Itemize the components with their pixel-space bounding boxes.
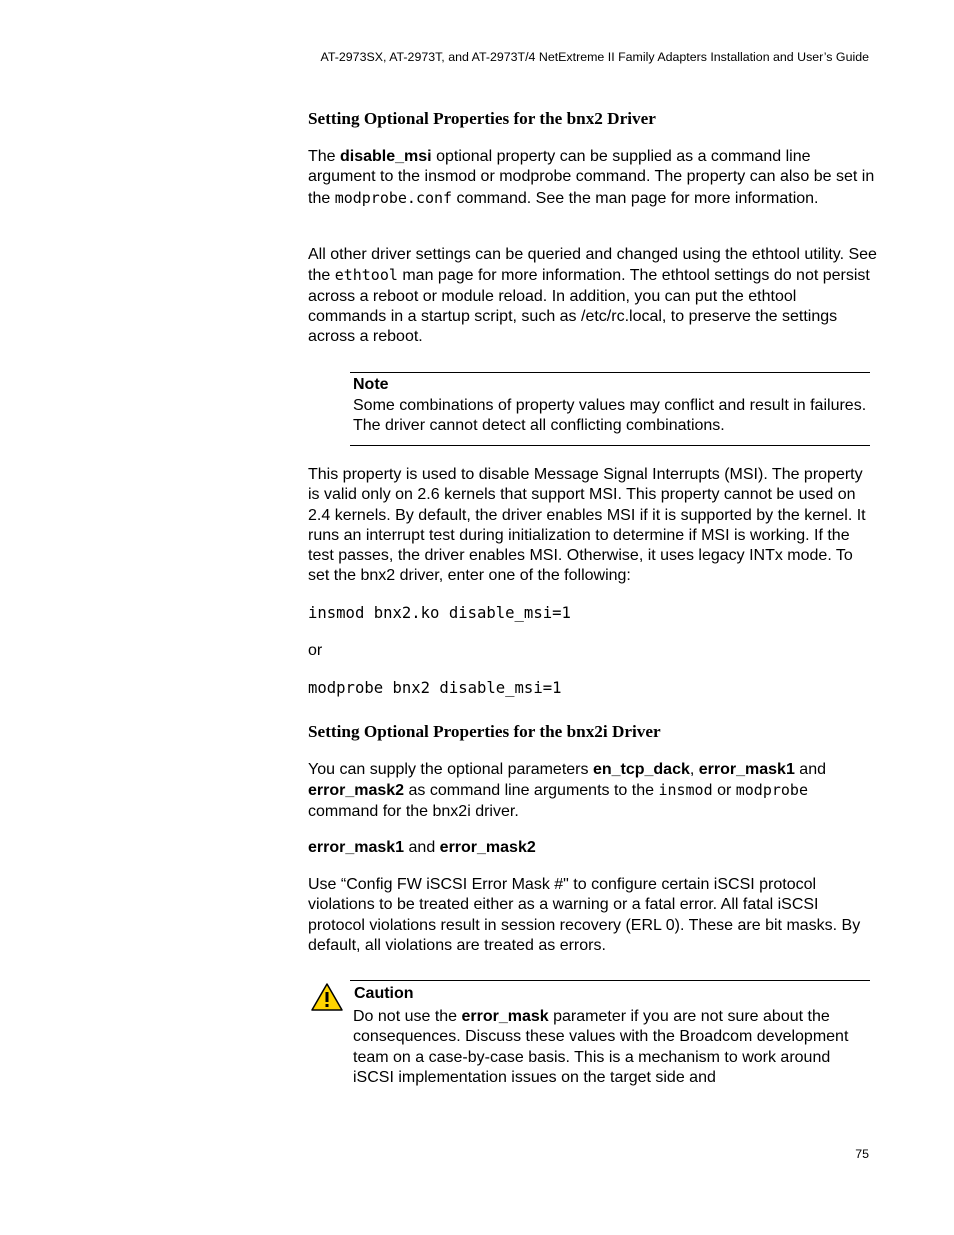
section-heading-bnx2i: Setting Optional Properties for the bnx2i Driver xyxy=(308,722,661,741)
paragraph-disable-msi: The disable_msi optional property can be supplied as a command line argument to the insmod or modprobe command. The property can also be set in the modprobe.conf command. See the man page for more information. xyxy=(308,148,875,207)
note-bottom-rule xyxy=(350,445,870,446)
note-text: Some combinations of property values may conflict and result in failures. The driver cannot detect all conflicting combinations. xyxy=(353,397,867,435)
caution-text: Do not use the error_mask parameter if you are not sure about the consequences. Discuss these values with the Broadcom development team on a case-by-case basis. This is a mechanism to work around iSCSI implementation issues on the target side and xyxy=(353,1008,849,1086)
note-title: Note xyxy=(353,376,389,393)
caution-title: Caution xyxy=(354,985,414,1002)
page-number: 75 xyxy=(855,1147,869,1161)
code-insmod: insmod bnx2.ko disable_msi=1 xyxy=(308,604,571,622)
note-top-rule xyxy=(350,372,870,373)
section-heading-bnx2: Setting Optional Properties for the bnx2 Driver xyxy=(308,109,656,128)
running-header: AT-2973SX, AT-2973T, and AT-2973T/4 NetExtreme II Family Adapters Installation and User’s Guide xyxy=(320,50,869,64)
or-text: or xyxy=(308,642,323,659)
subheading-error-masks: error_mask1 and error_mask2 xyxy=(308,839,536,856)
paragraph-msi: This property is used to disable Message Signal Interrupts (MSI). The property is valid only on 2.6 kernels that support MSI. This property cannot be used on 2.4 kernels. By default, the driver enables MSI if it is supported by the kernel. It runs an interrupt test during initialization to determine if MSI is working. If the test passes, the driver enables MSI. Otherwise, it uses legacy INTx mode. To set the bnx2 driver, enter one of the following: xyxy=(308,466,866,585)
paragraph-ethtool: All other driver settings can be queried and changed using the ethtool utility. See the ethtool man page for more information. The ethtool settings do not persist across a reboot or module reload. In addition, you can put the ethtool commands in a startup script, such as /etc/rc.local, to preserve the settings across a reboot. xyxy=(308,246,877,346)
paragraph-error-mask: Use “Config FW iSCSI Error Mask #" to configure certain iSCSI protocol violations to be treated either as a warning or a fatal error. All fatal iSCSI protocol violations result in session recovery (ERL 0). These are bit masks. By default, all violations are treated as errors. xyxy=(308,876,861,954)
caution-top-rule xyxy=(350,980,870,981)
code-modprobe: modprobe bnx2 disable_msi=1 xyxy=(308,679,562,697)
warning-triangle-icon xyxy=(310,982,344,1012)
paragraph-bnx2i-params: You can supply the optional parameters en_tcp_dack, error_mask1 and error_mask2 as command line arguments to the insmod or modprobe command for the bnx2i driver. xyxy=(308,761,826,820)
